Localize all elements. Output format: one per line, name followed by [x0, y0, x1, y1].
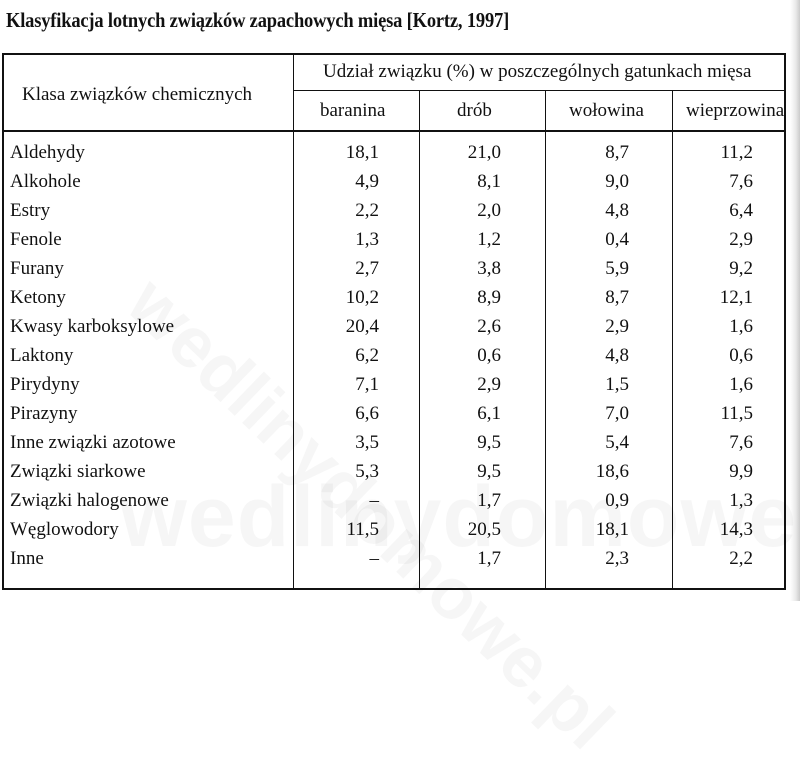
value-cell: – [369, 548, 379, 569]
row-label: Estry [10, 200, 51, 221]
value-cell: 1,5 [605, 374, 629, 395]
value-cell: 4,8 [605, 345, 629, 366]
value-cell: 0,6 [477, 345, 501, 366]
value-cell: 3,8 [477, 258, 501, 279]
row-label: Związki halogenowe [10, 490, 169, 511]
value-cell: 2,9 [605, 316, 629, 337]
col-separator-3 [545, 90, 546, 590]
row-label: Aldehydy [10, 142, 85, 163]
value-cell: 2,7 [355, 258, 379, 279]
value-cell: 14,3 [719, 519, 753, 540]
value-cell: 10,2 [345, 287, 379, 308]
scan-edge-shadow [790, 0, 800, 601]
column-header-wieprzowina: wieprzowina [686, 100, 785, 121]
table-top-border [2, 53, 786, 55]
value-cell: 2,2 [355, 200, 379, 221]
row-label: Ketony [10, 287, 66, 308]
value-cell: 1,6 [729, 316, 753, 337]
header-separator [2, 130, 786, 132]
value-cell: 7,6 [729, 171, 753, 192]
value-cell: 9,5 [477, 432, 501, 453]
value-cell: 9,5 [477, 461, 501, 482]
col-separator-1 [293, 53, 294, 590]
data-table [2, 53, 786, 590]
column-header-drob: drób [457, 100, 492, 121]
value-cell: 2,0 [477, 200, 501, 221]
row-label: Związki siarkowe [10, 461, 146, 482]
value-cell: 9,9 [729, 461, 753, 482]
value-cell: 1,2 [477, 229, 501, 250]
value-cell: 18,1 [345, 142, 379, 163]
col-separator-4 [672, 90, 673, 590]
value-cell: 1,3 [355, 229, 379, 250]
value-cell: 8,7 [605, 142, 629, 163]
value-cell: 1,7 [477, 490, 501, 511]
value-cell: 1,7 [477, 548, 501, 569]
value-cell: 5,4 [605, 432, 629, 453]
value-cell: 2,2 [729, 548, 753, 569]
value-cell: 9,0 [605, 171, 629, 192]
row-label: Fenole [10, 229, 62, 250]
value-cell: 6,2 [355, 345, 379, 366]
value-cell: 8,9 [477, 287, 501, 308]
value-cell: – [369, 490, 379, 511]
table-bottom-border [2, 588, 786, 590]
table-left-border [2, 53, 4, 590]
col-separator-2 [419, 90, 420, 590]
value-cell: 11,5 [720, 403, 753, 424]
page-title: Klasyfikacja lotnych związków zapachowych mięsa [Kortz, 1997] [6, 8, 510, 32]
value-cell: 20,5 [467, 519, 501, 540]
value-cell: 3,5 [355, 432, 379, 453]
value-cell: 6,4 [729, 200, 753, 221]
value-cell: 7,6 [729, 432, 753, 453]
value-cell: 1,6 [729, 374, 753, 395]
row-label: Kwasy karboksylowe [10, 316, 175, 337]
value-cell: 5,9 [605, 258, 629, 279]
value-cell: 4,9 [355, 171, 379, 192]
column-header-wolowina: wołowina [569, 100, 644, 121]
value-cell: 21,0 [467, 142, 501, 163]
value-cell: 7,0 [605, 403, 629, 424]
value-cell: 2,6 [477, 316, 501, 337]
value-cell: 2,3 [605, 548, 629, 569]
value-cell: 4,8 [605, 200, 629, 221]
value-cell: 0,9 [605, 490, 629, 511]
subheader-separator [293, 90, 786, 91]
value-cell: 6,6 [355, 403, 379, 424]
group-column-header [323, 60, 751, 84]
row-label: Węglowodory [10, 519, 119, 540]
row-label: Laktony [10, 345, 74, 366]
row-label: Inne związki azotowe [10, 432, 176, 453]
row-label: Pirazyny [10, 403, 78, 424]
value-cell: 20,4 [345, 316, 379, 337]
value-cell: 12,1 [719, 287, 753, 308]
value-cell: 2,9 [729, 229, 753, 250]
row-label: Alkohole [10, 171, 81, 192]
value-cell: 8,1 [477, 171, 501, 192]
value-cell: 5,3 [355, 461, 379, 482]
column-header-baranina: baranina [320, 100, 386, 121]
value-cell: 8,7 [605, 287, 629, 308]
value-cell: 18,6 [595, 461, 629, 482]
value-cell: 11,2 [720, 142, 753, 163]
row-label: Pirydyny [10, 374, 80, 395]
value-cell: 18,1 [595, 519, 629, 540]
value-cell: 1,3 [729, 490, 753, 511]
table-right-border [784, 53, 786, 590]
value-cell: 2,9 [477, 374, 501, 395]
value-cell: 6,1 [477, 403, 501, 424]
value-cell: 11,5 [346, 519, 379, 540]
value-cell: 0,4 [605, 229, 629, 250]
row-label: Inne [10, 548, 44, 569]
group-column-label: Udział związku (%) w poszczególnych gatunkach mięsa [323, 61, 752, 82]
value-cell: 9,2 [729, 258, 753, 279]
class-column-label: Klasa związków chemicznych [22, 84, 253, 105]
row-label: Furany [10, 258, 64, 279]
value-cell: 7,1 [355, 374, 379, 395]
value-cell: 0,6 [729, 345, 753, 366]
class-column-header [22, 83, 252, 107]
